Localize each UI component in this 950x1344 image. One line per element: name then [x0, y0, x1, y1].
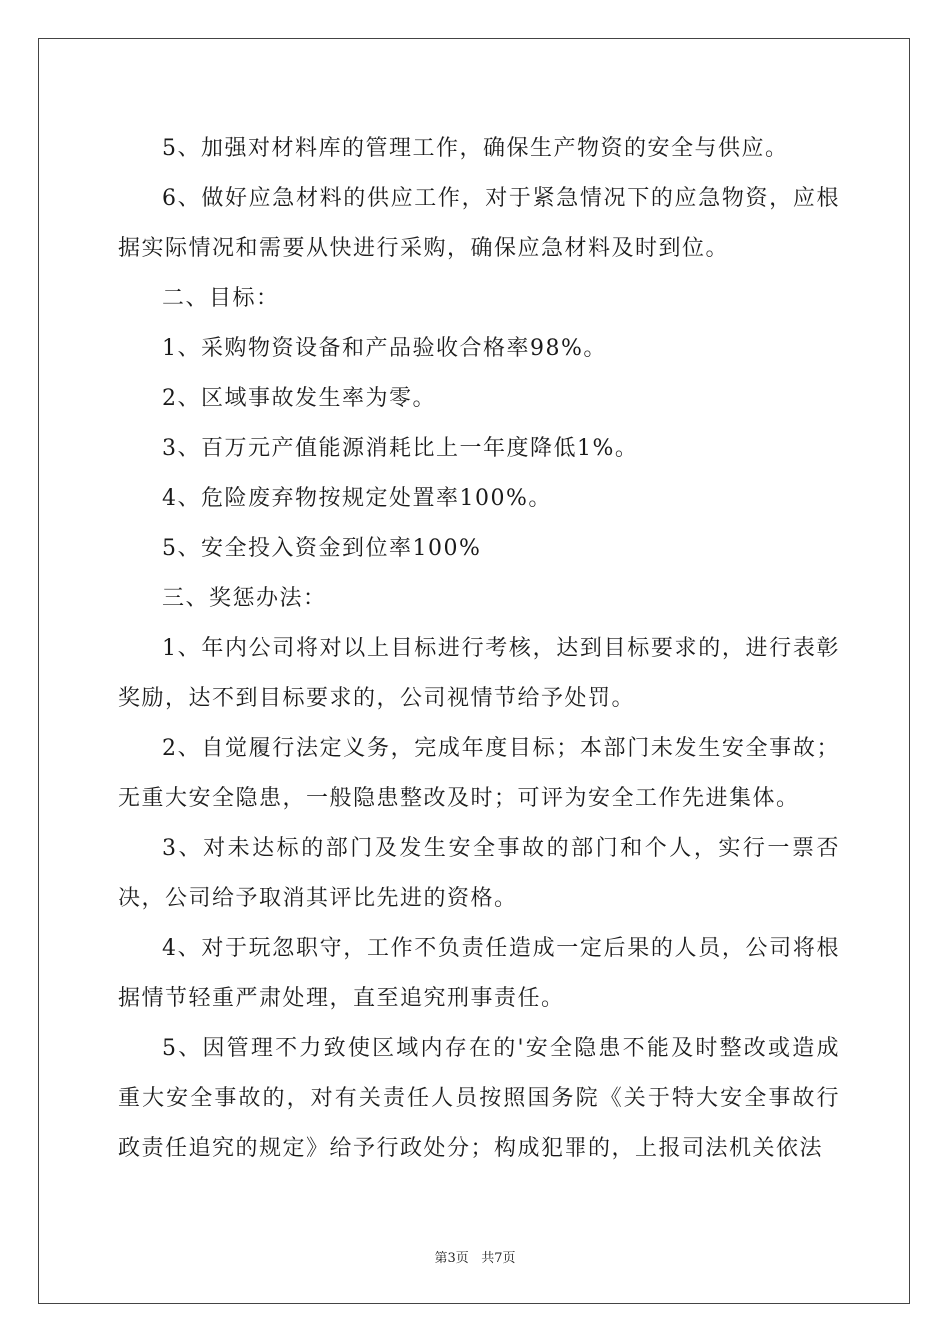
- paragraph: 5、安全投入资金到位率100%: [162, 536, 482, 561]
- document-body: [118, 124, 840, 1174]
- section-heading: 三、奖惩办法：: [162, 586, 327, 611]
- paragraph: 1、采购物资设备和产品验收合格率98%。: [162, 336, 607, 361]
- section-heading: 二、目标：: [162, 286, 280, 311]
- page-total: 共7页: [481, 1251, 516, 1266]
- paragraph: 3、百万元产值能源消耗比上一年度降低1%。: [162, 436, 639, 461]
- paragraph: 1、年内公司将对以上目标进行考核，达到目标要求的，进行表彰奖励，达不到目标要求的，公司视情节给予处罚。: [118, 636, 840, 711]
- paragraph: 5、加强对材料库的管理工作，确保生产物资的安全与供应。: [162, 136, 789, 161]
- paragraph: 4、对于玩忽职守，工作不负责任造成一定后果的人员，公司将根据情节轻重严肃处理，直至追究刑事责任。: [118, 936, 840, 1011]
- paragraph: 5、因管理不力致使区域内存在的'安全隐患不能及时整改或造成重大安全事故的，对有关责任人员按照国务院《关于特大安全事故行政责任追究的规定》给予行政处分；构成犯罪的，上报司法机关依法: [118, 1036, 840, 1161]
- page-footer: [0, 1247, 950, 1266]
- paragraph: 6、做好应急材料的供应工作，对于紧急情况下的应急物资，应根据实际情况和需要从快进行采购，确保应急材料及时到位。: [118, 186, 840, 261]
- paragraph: 4、危险废弃物按规定处置率100%。: [162, 486, 552, 511]
- paragraph: 2、自觉履行法定义务，完成年度目标；本部门未发生安全事故；无重大安全隐患，一般隐患整改及时；可评为安全工作先进集体。: [118, 736, 840, 811]
- paragraph: 3、对未达标的部门及发生安全事故的部门和个人，实行一票否决，公司给予取消其评比先进的资格。: [118, 836, 840, 911]
- paragraph: 2、区域事故发生率为零。: [162, 386, 436, 411]
- page-number: 第3页: [434, 1251, 469, 1266]
